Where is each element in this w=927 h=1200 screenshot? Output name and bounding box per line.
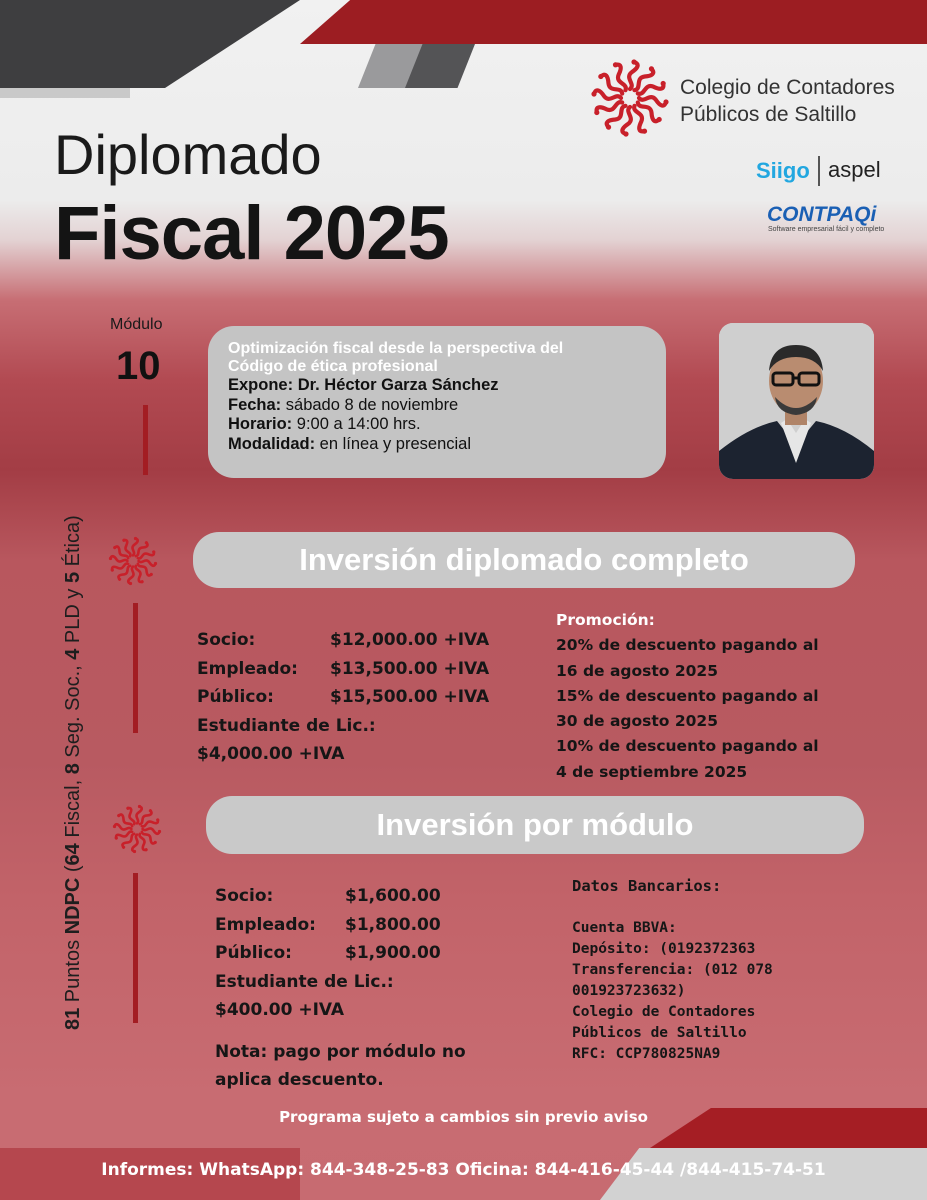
- price-label: Empleado:: [215, 914, 316, 935]
- ndpc-label: NDPC: [62, 877, 84, 935]
- module-mode: [228, 435, 666, 455]
- organization-name: [680, 74, 895, 128]
- top-red-band: [300, 0, 927, 44]
- price-label: Socio:: [215, 886, 274, 906]
- full-price-row-empleado: [197, 655, 489, 684]
- disclaimer: Programa sujeto a cambios sin previo aviso: [279, 1108, 648, 1126]
- full-price-row-publico: [197, 683, 489, 712]
- promotion-line: 30 de agosto 2025: [556, 712, 718, 731]
- organization-name-line-2: Públicos de Saltillo: [680, 103, 857, 126]
- top-left-dark-slash: [0, 0, 300, 88]
- module-price-student-value: $400.00 +IVA: [215, 1000, 345, 1020]
- module-time: [228, 415, 666, 435]
- promotion-line: 4 de septiembre 2025: [556, 762, 748, 781]
- price-label: Público:: [197, 687, 274, 707]
- time-value: 9:00 a 14:00 hrs.: [296, 415, 421, 433]
- price-value: $15,500.00 +IVA: [330, 687, 490, 707]
- top-light-strip: [0, 88, 130, 98]
- promotion-line: 15% de descuento pagando al: [556, 686, 819, 705]
- module-number: 10: [116, 344, 161, 388]
- per-module-divider-line: [133, 873, 138, 1023]
- title-line-1: Diplomado: [54, 123, 322, 186]
- red-swirl-burst-icon: [112, 804, 162, 854]
- date-value: sábado 8 de noviembre: [285, 395, 459, 414]
- price-label: Público:: [215, 943, 292, 963]
- points-word: Puntos: [62, 939, 84, 1003]
- note-line-1: Nota: pago por módulo no: [215, 1042, 466, 1062]
- price-value: $12,000.00 +IVA: [330, 630, 490, 650]
- full-program-divider-line: [133, 603, 138, 733]
- per-module-prices: [215, 882, 441, 1025]
- per-module-note: [215, 1038, 545, 1094]
- contpaqi-tagline: Software empresarial fácil y completo: [768, 226, 885, 233]
- module-label: Módulo: [110, 316, 163, 333]
- module-date: [228, 396, 666, 416]
- module-price-row-publico: [215, 939, 441, 968]
- bank-line: Transferencia: (012 078: [572, 962, 773, 978]
- bank-line: Colegio de Contadores: [572, 1004, 756, 1020]
- speaker-photo: [719, 323, 874, 479]
- seg-label: Seg. Soc.,: [62, 665, 84, 758]
- promotion-block: [556, 608, 896, 785]
- per-module-heading: Inversión por módulo: [206, 796, 864, 854]
- price-value: $1,800.00: [345, 914, 441, 935]
- module-price-row-empleado: [215, 911, 441, 940]
- red-swirl-burst-icon: [108, 536, 158, 586]
- organization-name-line-1: Colegio de Contadores: [680, 76, 895, 99]
- mode-value: en línea y presencial: [319, 434, 472, 453]
- etica-points: 5: [62, 571, 84, 584]
- contpaqi-logo: CONTPAQi: [767, 203, 877, 226]
- full-price-row-socio: [197, 626, 489, 655]
- bank-line: 001923723632): [572, 983, 686, 999]
- points-total: 81: [62, 1007, 84, 1030]
- pld-points: 4: [62, 648, 84, 660]
- bank-line: Públicos de Saltillo: [572, 1025, 747, 1041]
- module-divider-line: [143, 405, 148, 475]
- module-topic-line-2: Código de ética profesional: [228, 357, 438, 375]
- full-price-student-label: Estudiante de Lic.:: [197, 715, 376, 736]
- promotion-line: 20% de descuento pagando al: [556, 636, 819, 655]
- bank-line: RFC: CCP780825NA9: [572, 1046, 721, 1062]
- aspel-logo: aspel: [828, 157, 881, 182]
- module-topic-line-1: Optimización fiscal desde la perspectiva del: [228, 340, 564, 357]
- points-side-text: [62, 515, 85, 1030]
- sponsor-separator: [818, 156, 820, 186]
- siigo-logo: Siigo: [756, 158, 810, 183]
- price-label: Empleado:: [197, 658, 298, 679]
- module-speaker: [228, 376, 666, 396]
- fiscal-points: 64: [62, 843, 84, 866]
- full-program-prices: [197, 626, 489, 769]
- full-program-heading: Inversión diplomado completo: [193, 532, 855, 588]
- mode-label: Modalidad:: [228, 434, 316, 453]
- price-value: $1,600.00: [345, 886, 441, 906]
- module-price-student-label: Estudiante de Lic.:: [215, 971, 394, 992]
- module-info-box: [208, 326, 666, 478]
- price-value: $13,500.00 +IVA: [330, 658, 490, 679]
- full-price-student-value: $4,000.00 +IVA: [197, 744, 345, 764]
- fiscal-label: Fiscal,: [62, 779, 84, 838]
- note-line-2: aplica descuento.: [215, 1070, 384, 1090]
- contact-info: Informes: WhatsApp: 844-348-25-83 Oficina: 844-416-45-44 /844-415-74-51: [101, 1160, 826, 1180]
- speaker-portrait-illustration: [719, 323, 874, 479]
- promotion-line: 10% de descuento pagando al: [556, 737, 819, 756]
- seg-points: 8: [62, 763, 84, 775]
- red-swirl-burst-icon: [590, 58, 670, 138]
- date-label: Fecha:: [228, 395, 282, 414]
- bank-details: [572, 876, 912, 1065]
- price-value: $1,900.00: [345, 943, 441, 963]
- etica-label: Ética): [62, 515, 84, 567]
- price-label: Socio:: [197, 630, 256, 650]
- time-label: Horario:: [228, 415, 293, 433]
- points-paren-open: (: [62, 865, 84, 873]
- title-line-2: Fiscal 2025: [54, 191, 449, 276]
- promotion-line: 16 de agosto 2025: [556, 661, 718, 680]
- pld-label: PLD y: [62, 588, 84, 644]
- promotion-title: Promoción:: [556, 611, 655, 629]
- module-price-row-socio: [215, 882, 441, 911]
- speaker-name: Dr. Héctor Garza Sánchez: [297, 376, 499, 394]
- bank-title: Datos Bancarios:: [572, 877, 722, 895]
- module-topic: [228, 340, 666, 375]
- bank-line: Depósito: (0192372363: [572, 941, 756, 957]
- speaker-label: Expone:: [228, 376, 294, 394]
- bank-line: Cuenta BBVA:: [572, 920, 677, 936]
